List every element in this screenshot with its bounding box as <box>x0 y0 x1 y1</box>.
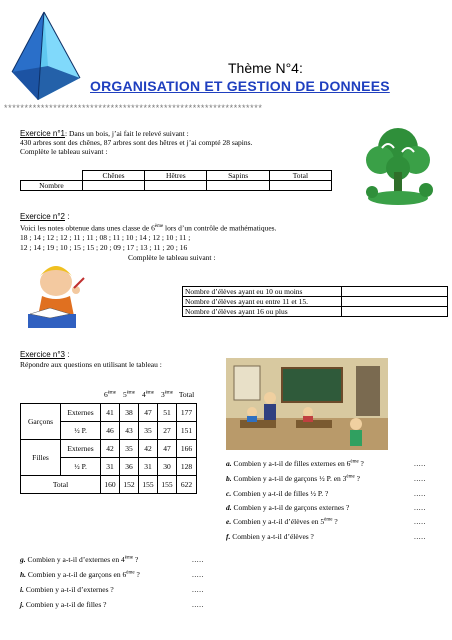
col-total: Total <box>178 390 195 399</box>
cell: 30 <box>158 458 177 476</box>
question-h: h. Combien y a-t-il de garçons en 6ème ? <box>20 570 140 579</box>
answer-h[interactable]: ..... <box>192 570 204 579</box>
cell: 42 <box>101 440 120 458</box>
cell: 35 <box>120 440 139 458</box>
cell: 31 <box>139 458 158 476</box>
cell: 35 <box>139 422 158 440</box>
col-3eme: 3ème <box>160 390 174 399</box>
question-g: g. Combien y a-t-il d’externes en 4ème ? <box>20 555 139 564</box>
ex1-cell[interactable] <box>207 181 269 191</box>
ex1-header: Sapins <box>207 171 269 181</box>
row-half: ½ P. <box>61 458 101 476</box>
tree-illustration <box>352 118 444 210</box>
cell: 42 <box>139 440 158 458</box>
ex1-line3: Complète le tableau suivant : <box>20 147 108 156</box>
row-half: ½ P. <box>61 422 101 440</box>
cell: 622 <box>177 476 197 494</box>
ex2-row-label: Nombre d’élèves ayant eu entre 11 et 15. <box>183 297 342 307</box>
page-title: ORGANISATION ET GESTION DE DONNEES <box>90 78 390 94</box>
row-filles: Filles <box>21 440 61 476</box>
cell: 51 <box>158 404 177 422</box>
cell: 46 <box>101 422 120 440</box>
cell: 166 <box>177 440 197 458</box>
ex2-cell[interactable] <box>342 307 448 317</box>
ex1-cell[interactable] <box>82 181 144 191</box>
col-5eme: 5ème <box>122 390 136 399</box>
question-i: i. Combien y a-t-il d’externes ? <box>20 585 114 594</box>
cell: 128 <box>177 458 197 476</box>
ex2-notes-line2: 12 ; 14 ; 19 ; 10 ; 15 ; 15 ; 20 ; 09 ; 17 ; 13 ; 11 ; 20 ; 16 <box>20 243 188 252</box>
ex3-table <box>20 386 197 494</box>
ex2-intro: Voici les notes obtenue dans unes classe de 6ème lors d’un contrôle de mathématiques. <box>20 223 277 233</box>
cell: 31 <box>101 458 120 476</box>
cell: 152 <box>120 476 139 494</box>
cell: 41 <box>101 404 120 422</box>
ex1-intro: Exercice n°1: Dans un bois, j’ai fait le relevé suivant : <box>20 129 189 138</box>
answer-a[interactable]: ..... <box>414 459 426 468</box>
theme-number: Thème N°4: <box>228 60 303 76</box>
ex2-cell[interactable] <box>342 297 448 307</box>
cell: 38 <box>120 404 139 422</box>
cell: 160 <box>101 476 120 494</box>
ex1-header: Hêtres <box>145 171 207 181</box>
answer-c[interactable]: ..... <box>414 489 426 498</box>
answer-i[interactable]: ..... <box>192 585 204 594</box>
question-d: d. Combien y a-t-il de garçons externes ? <box>226 503 350 512</box>
cell: 36 <box>120 458 139 476</box>
question-b: b. Combien y a-t-il de garçons ½ P. en 3ème ? <box>226 474 360 483</box>
ex2-title: Exercice n°2 : <box>20 212 70 221</box>
ex1-header: Total <box>269 171 331 181</box>
cell: 151 <box>177 422 197 440</box>
separator-stars: *************************************************************** <box>4 103 263 113</box>
cell: 155 <box>158 476 177 494</box>
question-f: f. Combien y a-t-il d’élèves ? <box>226 532 314 541</box>
cell: 177 <box>177 404 197 422</box>
ex1-cell[interactable] <box>145 181 207 191</box>
ex3-title: Exercice n°3 : <box>20 350 70 359</box>
question-e: e. Combien y a-t-il d’élèves en 5ème ? <box>226 517 338 526</box>
answer-e[interactable]: ..... <box>414 517 426 526</box>
ex2-table <box>182 286 448 317</box>
cell: 47 <box>158 440 177 458</box>
row-garcons: Garçons <box>21 404 61 440</box>
row-externes: Externes <box>61 404 101 422</box>
ex2-row-label: Nombre d’élèves ayant eu 10 ou moins <box>183 287 342 297</box>
answer-j[interactable]: ..... <box>192 600 204 609</box>
cell: 47 <box>139 404 158 422</box>
ex2-row-label: Nombre d’élèves ayant 16 ou plus <box>183 307 342 317</box>
classroom-illustration <box>226 358 388 450</box>
ex3-intro: Répondre aux questions en utilisant le tableau : <box>20 360 162 369</box>
answer-g[interactable]: ..... <box>192 555 204 564</box>
cell: 155 <box>139 476 158 494</box>
question-c: c. Combien y a-t-il de filles ½ P. ? <box>226 489 329 498</box>
child-reading-illustration <box>18 256 98 336</box>
cell: 27 <box>158 422 177 440</box>
row-total: Total <box>21 476 101 494</box>
ex1-table <box>20 170 332 191</box>
pyramid-logo <box>8 8 84 104</box>
answer-f[interactable]: ..... <box>414 532 426 541</box>
answer-b[interactable]: ..... <box>414 474 426 483</box>
question-j: j. Combien y a-t-il de filles ? <box>20 600 107 609</box>
col-6eme: 6ème <box>103 390 117 399</box>
ex2-cell[interactable] <box>342 287 448 297</box>
cell: 43 <box>120 422 139 440</box>
question-a: a. Combien y a-t-il de filles externes en 6ème ? <box>226 459 364 468</box>
ex1-line2: 430 arbres sont des chênes, 87 arbres sont des hêtres et j’ai compté 28 sapins. <box>20 138 253 147</box>
ex1-row-label: Nombre <box>21 181 83 191</box>
ex1-cell[interactable] <box>269 181 331 191</box>
answer-d[interactable]: ..... <box>414 503 426 512</box>
ex2-instruction: Complète le tableau suivant : <box>128 253 216 262</box>
ex1-header: Chênes <box>82 171 144 181</box>
col-4eme: 4ème <box>141 390 155 399</box>
ex2-notes-line1: 18 ; 14 ; 12 ; 12 ; 11 ; 11 ; 08 ; 11 ; 10 ; 14 ; 12 ; 10 ; 11 ; <box>20 233 191 242</box>
row-externes: Externes <box>61 440 101 458</box>
